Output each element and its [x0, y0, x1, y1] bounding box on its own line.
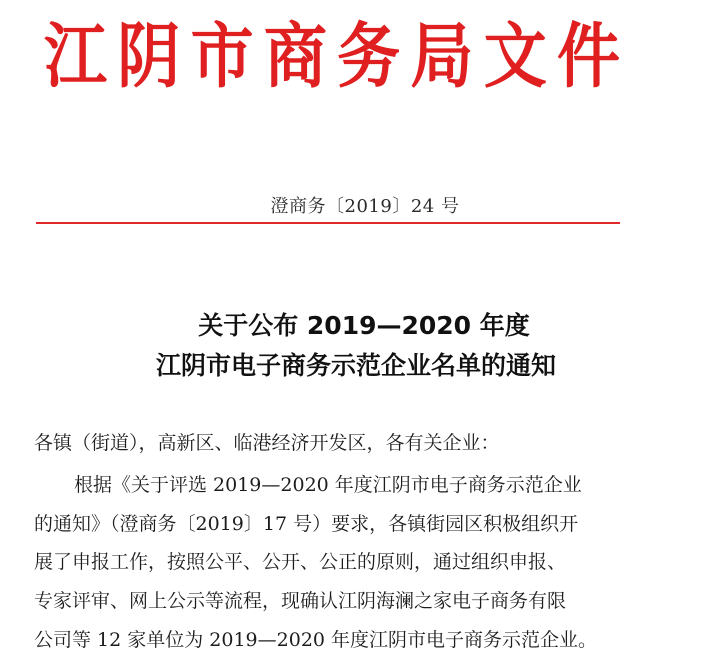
masthead-char: 江 — [44, 15, 107, 97]
masthead-char: 市 — [190, 15, 254, 97]
document-title-line-2: 江阴市电子商务示范企业名单的通知 — [155, 351, 556, 380]
salutation: 各镇（街道），高新区、临港经济开发区，各有关企业： — [34, 432, 500, 454]
paragraph-line: 公司等 12 家单位为 2019—2020 年度江阴市电子商务示范企业。 — [34, 629, 598, 651]
paragraph-line: 展了申报工作，按照公平、公开、公正的原则，通过组织申报、 — [34, 551, 567, 573]
masthead-title — [44, 10, 620, 102]
masthead-char: 文 — [483, 15, 547, 97]
masthead-char: 商 — [263, 15, 327, 97]
paragraph-line: 专家评审、网上公示等流程，现确认江阴海澜之家电子商务有限 — [34, 590, 567, 612]
masthead-char: 阴 — [117, 15, 181, 97]
masthead-char: 局 — [410, 15, 474, 97]
paragraph-line: 的通知》（澄商务〔2019〕17 号）要求，各镇街园区积极组织开 — [34, 513, 579, 535]
red-divider-line — [36, 222, 620, 224]
document-title-line-1: 关于公布 2019—2020 年度 — [198, 311, 530, 340]
document-number: 澄商务〔2019〕24 号 — [270, 196, 460, 217]
paragraph-line: 根据《关于评选 2019—2020 年度江阴市电子商务示范企业 — [74, 474, 582, 496]
masthead-char: 务 — [337, 15, 401, 97]
masthead-char: 件 — [556, 15, 620, 97]
